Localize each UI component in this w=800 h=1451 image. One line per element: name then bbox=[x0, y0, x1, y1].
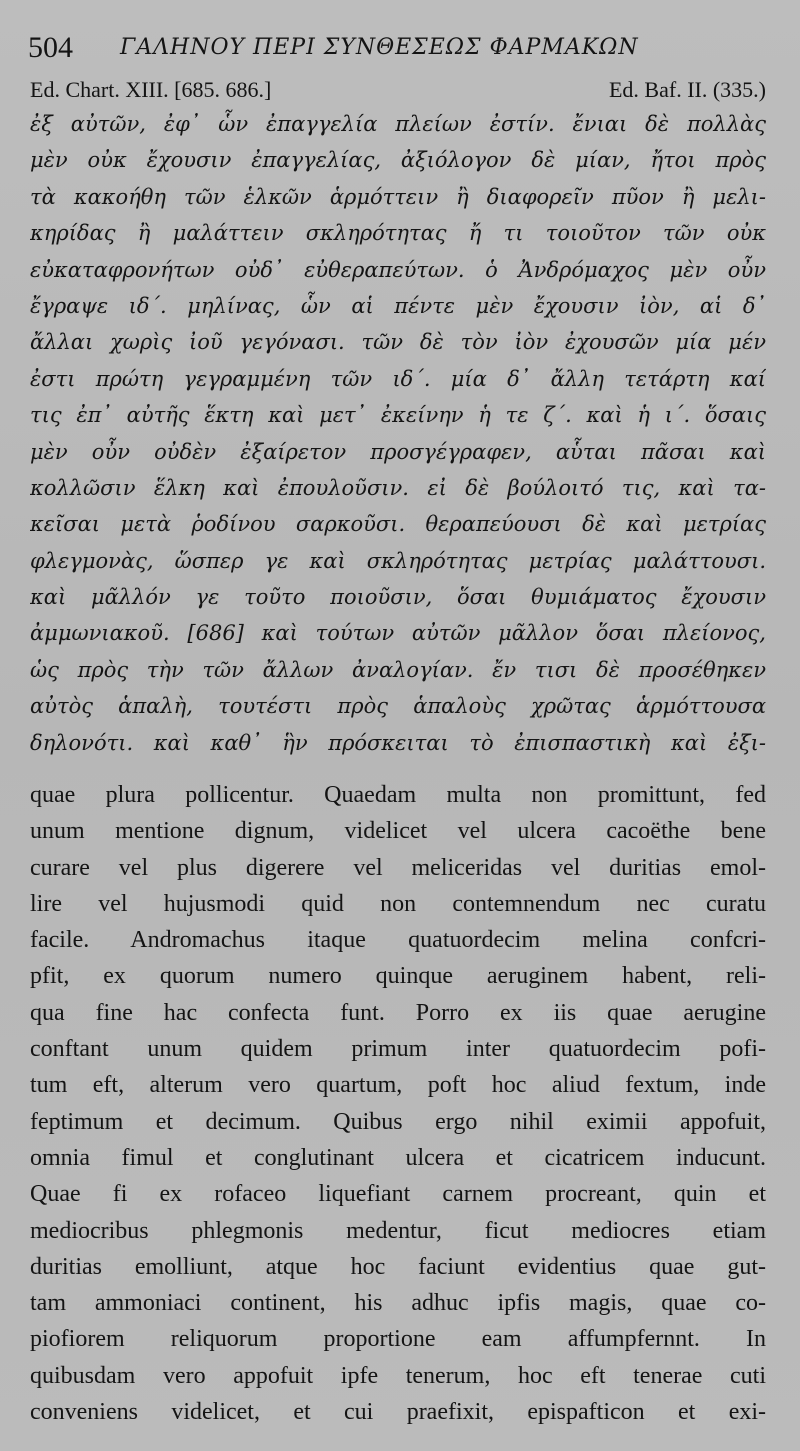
latin-text-line: quibusdam vero appofuit ipfe tenerum, hoc eft tenerae cuti bbox=[30, 1362, 766, 1389]
greek-text-line: μὲν οὖν οὐδὲν ἐξαίρετον προσγέγραφεν, αὗται πᾶσαι καὶ bbox=[30, 439, 766, 464]
greek-text-line: εὐκαταφρονήτων οὐδ᾿ εὐθεραπεύτων. ὁ Ἀνδρόμαχος μὲν οὖν bbox=[30, 257, 766, 282]
edition-basel-reference: Ed. Baf. II. (335.) bbox=[608, 77, 766, 102]
latin-text-line: omnia fimul et conglutinant ulcera et cicatricem inducunt. bbox=[30, 1144, 766, 1171]
latin-text-line: duritias emolliunt, atque hoc faciunt evidentius quae gut- bbox=[30, 1253, 766, 1280]
greek-text-line: δηλονότι. καὶ καθ᾿ ἣν πρόσκειται τὸ ἐπισπαστικὴ καὶ ἐξι- bbox=[30, 730, 766, 755]
greek-text-line: ἐξ αὐτῶν, ἐφ᾿ ὧν ἐπαγγελία πλείων ἐστίν. ἔνιαι δὲ πολλὰς bbox=[30, 112, 766, 136]
latin-text-line: tum eft, alterum vero quartum, poft hoc aliud fextum, inde bbox=[30, 1072, 766, 1099]
greek-text-line: ἔγραψε ιδ΄. μηλίνας, ὧν αἱ πέντε μὲν ἔχουσιν ἰὸν, αἱ δ᾿ bbox=[30, 293, 766, 318]
greek-text-line: αὐτὸς ἁπαλὴ, τουτέστι πρὸς ἁπαλοὺς χρῶτας ἁρμόττουσα bbox=[30, 694, 766, 719]
latin-text-block bbox=[30, 777, 766, 1430]
latin-text-line: pfit, ex quorum numero quinque aeruginem habent, reli- bbox=[30, 963, 766, 990]
latin-text-line: facile. Andromachus itaque quatuordecim melina confcri- bbox=[30, 927, 766, 954]
latin-text-line: Quae fi ex rofaceo liquefiant carnem procreant, quin et bbox=[30, 1181, 766, 1208]
latin-text-line: feptimum et decimum. Quibus ergo nihil eximii appofuit, bbox=[30, 1108, 766, 1135]
latin-text-line: unum mentione dignum, videlicet vel ulcera cacoëthe bene bbox=[30, 818, 766, 845]
latin-text-line: quae plura pollicentur. Quaedam multa non promittunt, fed bbox=[30, 782, 766, 808]
edition-reference-line bbox=[30, 76, 766, 104]
greek-text-block bbox=[30, 106, 766, 761]
latin-text-line: tam ammoniaci continent, his adhuc ipfis magis, quae co- bbox=[30, 1290, 766, 1317]
running-title: ΓΑΛΗΝΟΥ ΠΕΡΙ ΣΥΝΘΕΣΕΩΣ ΦΑΡΜΑΚΩΝ bbox=[120, 35, 639, 60]
greek-text-line: κηρίδας ἢ μαλάττειν σκληρότητας ἤ τι τοιοῦτον τῶν οὐκ bbox=[30, 221, 766, 246]
greek-text-line: καὶ μᾶλλόν γε τοῦτο ποιοῦσιν, ὅσαι θυμιάματος ἔχουσιν bbox=[30, 585, 766, 610]
page-number: 504 bbox=[28, 31, 73, 64]
latin-text-line: mediocribus phlegmonis medentur, ficut mediocres etiam bbox=[30, 1217, 766, 1244]
latin-text-line: piofiorem reliquorum proportione eam affumpfernnt. In bbox=[30, 1326, 766, 1353]
greek-text-line: ὡς πρὸς τὴν τῶν ἄλλων ἀναλογίαν. ἔν τισι δὲ προσέθηκεν bbox=[30, 657, 766, 682]
latin-text-line: lire vel hujusmodi quid non contemnendum nec curatu bbox=[30, 890, 766, 917]
greek-text-line: κολλῶσιν ἕλκη καὶ ἐπουλοῦσιν. εἰ δὲ βούλοιτό τις, καὶ τα- bbox=[30, 475, 766, 500]
greek-text-line: ἀμμωνιακοῦ. [686] καὶ τούτων αὐτῶν μᾶλλον ὅσαι πλείονος, bbox=[30, 621, 766, 646]
edition-chart-reference: Ed. Chart. XIII. [685. 686.] bbox=[30, 77, 272, 102]
greek-text-line: κεῖσαι μετὰ ῥοδίνου σαρκοῦσι. θεραπεύουσι δὲ καὶ μετρίας bbox=[30, 512, 766, 537]
running-head bbox=[28, 30, 768, 66]
latin-text-line: conftant unum quidem primum inter quatuordecim pofi- bbox=[30, 1036, 766, 1063]
greek-text-line: τις ἐπ᾿ αὐτῆς ἕκτη καὶ μετ᾿ ἐκείνην ἡ τε ζ΄. καὶ ἡ ι΄. ὅσαις bbox=[30, 403, 766, 428]
latin-text-line: qua fine hac confecta funt. Porro ex iis quae aerugine bbox=[30, 999, 766, 1026]
greek-text-line: ἐστι πρώτη γεγραμμένη τῶν ιδ΄. μία δ᾿ ἄλλη τετάρτη καί bbox=[30, 366, 766, 391]
latin-text-line: curare vel plus digerere vel meliceridas vel duritias emol- bbox=[30, 854, 766, 881]
latin-text-line: conveniens videlicet, et cui praefixit, epispafticon et exi- bbox=[30, 1399, 766, 1426]
greek-text-line: τὰ κακοήθη τῶν ἑλκῶν ἁρμόττειν ἢ διαφορεῖν πῦον ἢ μελι- bbox=[30, 184, 766, 209]
greek-text-line: φλεγμονὰς, ὥσπερ γε καὶ σκληρότητας μετρίας μαλάττουσι. bbox=[30, 548, 766, 573]
greek-text-line: ἄλλαι χωρὶς ἰοῦ γεγόνασι. τῶν δὲ τὸν ἰὸν ἐχουσῶν μία μέν bbox=[30, 330, 766, 355]
greek-text-line: μὲν οὐκ ἔχουσιν ἐπαγγελίας, ἀξιόλογον δὲ μίαν, ἤτοι πρὸς bbox=[30, 148, 766, 173]
